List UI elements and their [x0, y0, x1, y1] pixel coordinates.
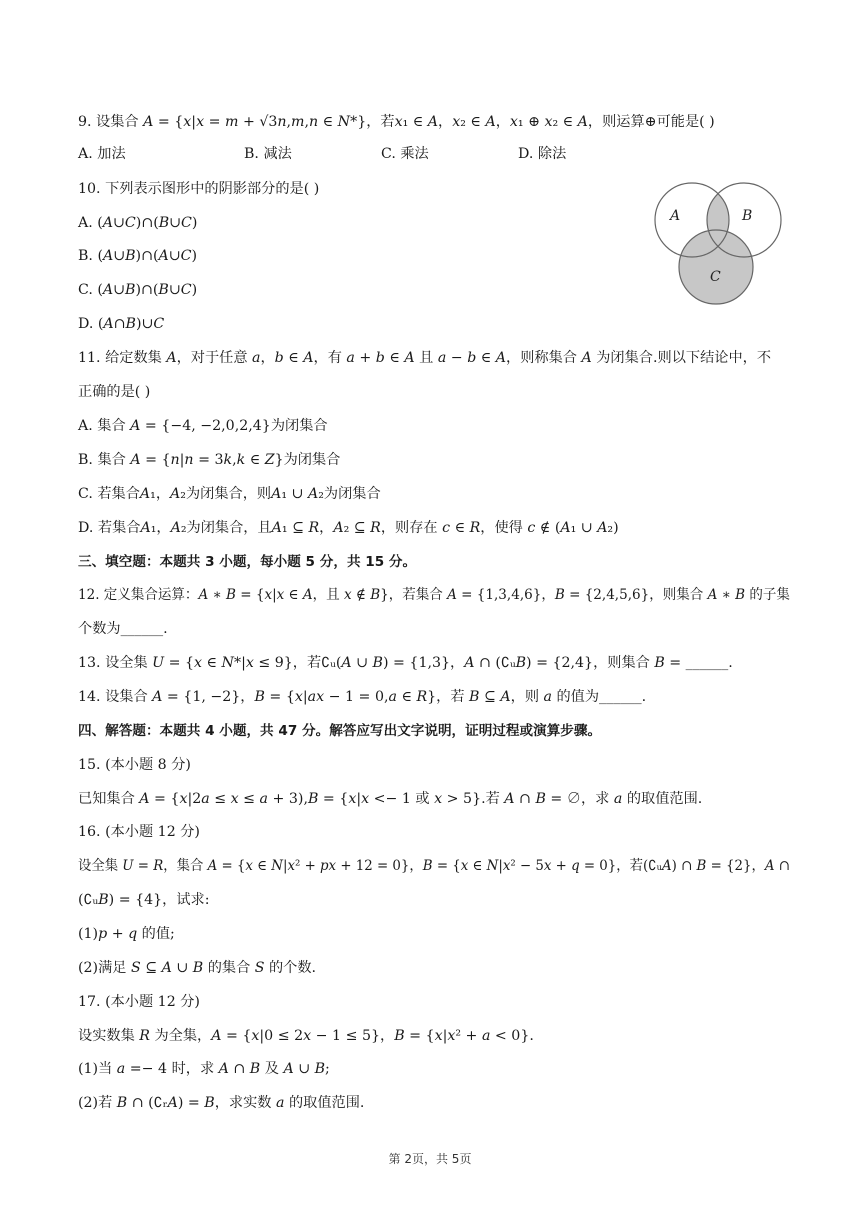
venn-label-a: A	[670, 208, 681, 224]
q9-option-b: B. 减法	[244, 146, 292, 162]
q9-options	[78, 144, 778, 164]
venn-label-b: B	[742, 208, 753, 224]
q13-text: 13. 设全集 𝑈 = {𝑥 ∈ 𝑁*|𝑥 ≤ 9}，若∁ᵤ(𝐴 ∪ 𝐵) = {1,3}，𝐴 ∩ (∁ᵤ𝐵) = {2,4}，则集合 𝐵 = ______.	[78, 655, 733, 671]
q10-option-c: C. (𝐴∪𝐵)∩(𝐵∪𝐶)	[78, 282, 198, 298]
q11-option-c: C. 若集合𝐴₁，𝐴₂为闭集合，则𝐴₁ ∪ 𝐴₂为闭集合	[78, 486, 381, 502]
q17-body: 设实数集 𝑅 为全集，𝐴 = {𝑥|0 ≤ 2𝑥 − 1 ≤ 5}，𝐵 = {𝑥|𝑥² + 𝑎 < 0}.	[78, 1028, 534, 1044]
q11-stem-line2: 正确的是( )	[78, 384, 151, 400]
venn-diagram	[648, 182, 782, 306]
q10-option-b: B. (𝐴∪𝐵)∩(𝐴∪𝐶)	[78, 248, 198, 264]
q10-option-d: D. (𝐴∩𝐵)∪𝐶	[78, 316, 165, 332]
q12-line1: 12. 定义集合运算：𝐴 ∗ 𝐵 = {𝑥|𝑥 ∈ 𝐴，且 𝑥 ∉ 𝐵}，若集合 𝐴 = {1,3,4,6}，𝐵 = {2,4,5,6}，则集合 𝐴 ∗ 𝐵 的子集	[78, 587, 790, 603]
q11-stem-line1: 11. 给定数集 𝐴，对于任意 𝑎，𝑏 ∈ 𝐴，有 𝑎 + 𝑏 ∈ 𝐴 且 𝑎 − 𝑏 ∈ 𝐴，则称集合 𝐴 为闭集合.则以下结论中，不	[78, 350, 772, 366]
q16-header: 16. (本小题 12 分)	[78, 824, 200, 840]
q9-option-d: D. 除法	[518, 146, 567, 162]
q16-part1: (1)𝑝 + 𝑞 的值;	[78, 926, 175, 942]
q9-option-a: A. 加法	[78, 146, 126, 162]
q16-part2: (2)满足 𝑆 ⊆ 𝐴 ∪ 𝐵 的集合 𝑆 的个数.	[78, 960, 317, 976]
q16-line2: (∁ᵤ𝐵) = {4}，试求:	[78, 892, 210, 908]
q15-header: 15. (本小题 8 分)	[78, 757, 191, 773]
q17-part1: (1)当 𝑎 =− 4 时，求 𝐴 ∩ 𝐵 及 𝐴 ∪ 𝐵;	[78, 1061, 330, 1077]
venn-label-c: C	[710, 269, 721, 285]
q11-option-d: D. 若集合𝐴₁，𝐴₂为闭集合，且𝐴₁ ⊆ 𝑅，𝐴₂ ⊆ 𝑅，则存在 𝑐 ∈ 𝑅，使得 𝑐 ∉ (𝐴₁ ∪ 𝐴₂)	[78, 520, 619, 536]
q9-stem: 9. 设集合 𝐴 = {𝑥|𝑥 = 𝑚 + √3𝑛,𝑚,𝑛 ∈ 𝑁*}，若𝑥₁ ∈ 𝐴，𝑥₂ ∈ 𝐴，𝑥₁ ⊕ 𝑥₂ ∈ 𝐴，则运算⊕可能是( )	[78, 114, 715, 130]
q11-option-a: A. 集合 𝐴 = {−4, −2,0,2,4}为闭集合	[78, 418, 328, 434]
q14-text: 14. 设集合 𝐴 = {1, −2}，𝐵 = {𝑥|𝑎𝑥 − 1 = 0,𝑎 ∈ 𝑅}，若 𝐵 ⊆ 𝐴，则 𝑎 的值为______.	[78, 689, 647, 705]
page-footer: 第 2页，共 5页	[388, 1152, 472, 1166]
section-3-heading: 三、填空题：本题共 3 小题，每小题 5 分，共 15 分。	[78, 554, 417, 570]
q10-stem: 10. 下列表示图形中的阴影部分的是( )	[78, 181, 320, 197]
q16-line1: 设全集 𝑈 = 𝑅，集合 𝐴 = {𝑥 ∈ 𝑁|𝑥² + 𝑝𝑥 + 12 = 0}，𝐵 = {𝑥 ∈ 𝑁|𝑥² − 5𝑥 + 𝑞 = 0}，若(∁ᵤ𝐴) ∩ 𝐵 = {2}，𝐴 ∩	[78, 858, 790, 874]
section-4-heading: 四、解答题：本题共 4 小题，共 47 分。解答应写出文字说明，证明过程或演算步骤。	[78, 723, 602, 739]
q9-option-c: C. 乘法	[381, 146, 429, 162]
q17-header: 17. (本小题 12 分)	[78, 994, 200, 1010]
q10-option-a: A. (𝐴∪𝐶)∩(𝐵∪𝐶)	[78, 215, 198, 231]
q15-body: 已知集合 𝐴 = {𝑥|2𝑎 ≤ 𝑥 ≤ 𝑎 + 3),𝐵 = {𝑥|𝑥 <− 1 或 𝑥 > 5}.若 𝐴 ∩ 𝐵 = ∅，求 𝑎 的取值范围.	[78, 791, 703, 807]
q12-line2: 个数为______.	[78, 621, 168, 637]
q17-part2: (2)若 𝐵 ∩ (∁ᵣ𝐴) = 𝐵，求实数 𝑎 的取值范围.	[78, 1095, 365, 1111]
q11-option-b: B. 集合 𝐴 = {𝑛|𝑛 = 3𝑘,𝑘 ∈ 𝑍}为闭集合	[78, 452, 341, 468]
